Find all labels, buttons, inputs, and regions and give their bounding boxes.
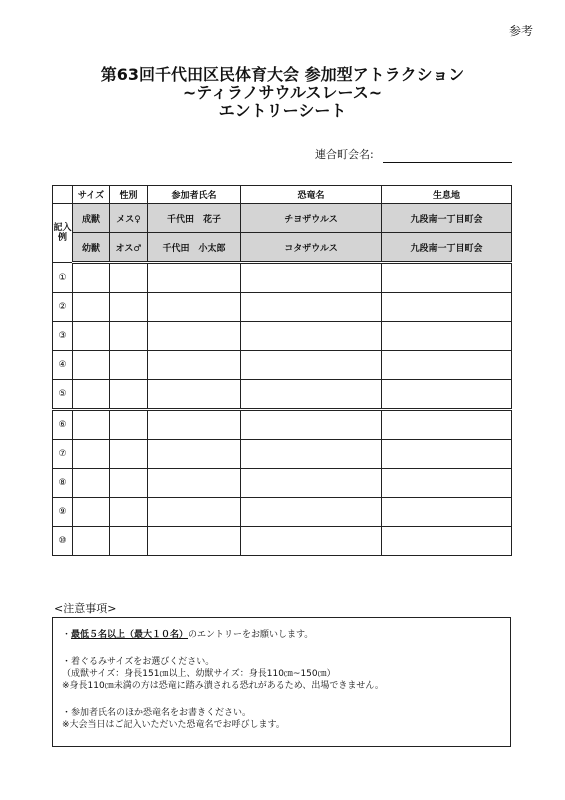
entry-cell[interactable] [382,410,512,440]
example-cell: 成獣 [73,204,110,233]
entry-cell[interactable] [241,440,382,469]
entry-row [53,322,512,351]
example-cell: 幼獣 [73,233,110,263]
entry-cell[interactable] [110,527,148,556]
header-participant-name: 参加者氏名 [148,186,241,204]
entry-cell[interactable] [73,322,110,351]
note-item-2-line-1: ・着ぐるみサイズをお選びください。 [62,657,215,667]
entry-row [53,498,512,527]
note-item-3-line-1: ・参加者氏名のほか恐竜名をお書きください。 [62,708,252,718]
note-emphasis: 最低５名以上（最大１０名） [71,630,189,640]
title-line-1: 第63回千代田区民体育大会 参加型アトラクション [100,65,465,84]
entry-cell[interactable] [110,351,148,380]
association-name-field[interactable] [383,162,512,163]
entry-cell[interactable] [73,293,110,322]
entry-table [52,185,512,556]
association-label: 連合町会名: [315,148,374,161]
example-cell: 九段南一丁目町会 [382,204,512,233]
header-gender: 性別 [110,186,148,204]
entry-cell[interactable] [148,351,241,380]
title-line-2: ~ティラノサウルスレース~ [182,83,383,102]
entry-cell[interactable] [110,498,148,527]
entry-cell[interactable] [241,293,382,322]
header-dinosaur-name: 恐竜名 [241,186,382,204]
row-number: ③ [53,322,73,351]
row-number: ⑧ [53,469,73,498]
example-row [53,233,512,263]
entry-cell[interactable] [73,527,110,556]
entry-cell[interactable] [73,263,110,293]
entry-row [53,293,512,322]
row-number: ① [53,263,73,293]
header-blank [53,186,73,204]
entry-cell[interactable] [382,322,512,351]
notes-box [52,617,511,747]
entry-cell[interactable] [241,527,382,556]
entry-cell[interactable] [148,410,241,440]
example-row [53,204,512,233]
entry-row [53,410,512,440]
entry-row [53,527,512,556]
entry-cell[interactable] [110,322,148,351]
example-cell: オス♂ [110,233,148,263]
header-habitat: 生息地 [382,186,512,204]
entry-cell[interactable] [110,410,148,440]
entry-cell[interactable] [148,469,241,498]
entry-cell[interactable] [241,498,382,527]
entry-row [53,380,512,410]
entry-cell[interactable] [148,527,241,556]
title-line-3: エントリーシート [218,101,347,120]
note-bullet: ・ [62,630,72,640]
entry-cell[interactable] [110,469,148,498]
entry-cell[interactable] [148,380,241,410]
entry-row [53,263,512,293]
entry-cell[interactable] [382,263,512,293]
entry-cell[interactable] [110,293,148,322]
example-cell: 九段南一丁目町会 [382,233,512,263]
row-number: ⑥ [53,410,73,440]
reference-label: 参考 [508,24,533,38]
entry-cell[interactable] [241,322,382,351]
note-item-2-line-3: ※身長110㎝未満の方は恐竜に踏み潰される恐れがあるため、出場できません。 [62,681,384,691]
entry-cell[interactable] [73,410,110,440]
entry-cell[interactable] [241,380,382,410]
entry-row [53,351,512,380]
row-number: ② [53,293,73,322]
entry-cell[interactable] [382,380,512,410]
example-cell: 千代田 花子 [148,204,241,233]
row-number: ⑨ [53,498,73,527]
row-number: ④ [53,351,73,380]
entry-cell[interactable] [73,440,110,469]
page-title [0,66,565,120]
entry-cell[interactable] [148,293,241,322]
note-item-2-line-2: （成獣サイズ：身長151㎝以上、幼獣サイズ：身長110㎝~150㎝） [62,669,336,679]
entry-cell[interactable] [382,469,512,498]
note-item-3-line-2: ※大会当日はご記入いただいた恐竜名でお呼びします。 [62,720,285,730]
entry-cell[interactable] [241,263,382,293]
entry-row [53,469,512,498]
example-cell: メス♀ [110,204,148,233]
notes-heading: <注意事項> [54,602,117,615]
entry-cell[interactable] [382,498,512,527]
note-text: のエントリーをお願いします。 [188,630,314,640]
example-label: 記入例 [53,204,73,263]
entry-cell[interactable] [110,380,148,410]
entry-cell[interactable] [241,410,382,440]
note-item-1 [62,629,313,641]
entry-cell[interactable] [110,263,148,293]
entry-cell[interactable] [73,498,110,527]
entry-row [53,440,512,469]
header-size: サイズ [73,186,110,204]
entry-cell[interactable] [148,498,241,527]
row-number: ⑤ [53,380,73,410]
entry-cell[interactable] [241,351,382,380]
entry-cell[interactable] [148,263,241,293]
example-cell: 千代田 小太郎 [148,233,241,263]
entry-cell[interactable] [73,380,110,410]
row-number: ⑦ [53,440,73,469]
entry-cell[interactable] [241,469,382,498]
entry-cell[interactable] [73,469,110,498]
entry-cell[interactable] [148,440,241,469]
entry-cell[interactable] [148,322,241,351]
entry-cell[interactable] [73,351,110,380]
example-cell: チヨザウルス [241,204,382,233]
entry-cell[interactable] [382,440,512,469]
example-cell: コタザウルス [241,233,382,263]
entry-cell[interactable] [382,351,512,380]
entry-cell[interactable] [382,293,512,322]
entry-cell[interactable] [110,440,148,469]
row-number: ⑩ [53,527,73,556]
entry-cell[interactable] [382,527,512,556]
header-row [53,186,512,204]
